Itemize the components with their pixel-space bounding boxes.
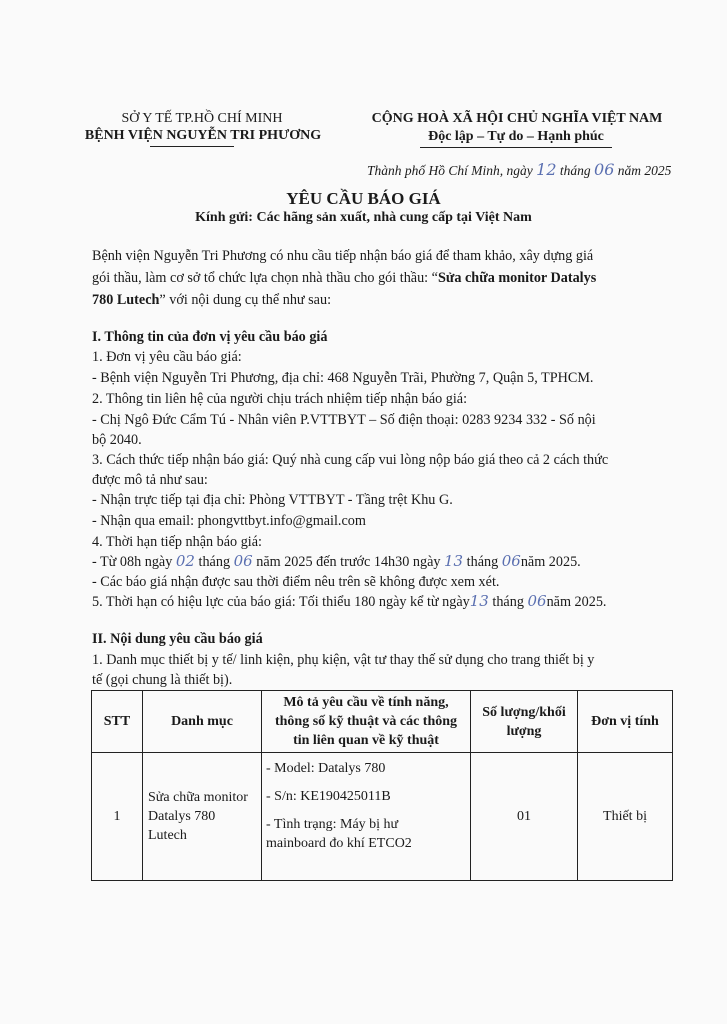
validity-month: 06 xyxy=(527,592,547,610)
package-name-part1: Sửa chữa monitor Datalys xyxy=(437,270,597,286)
row-desc-model: - Model: Datalys 780 xyxy=(266,761,386,776)
intro-line-2-text: gói thầu, làm cơ sở tổ chức lựa chọn nhà thầu cho gói thầu: “ xyxy=(92,270,438,286)
date-month: 06 xyxy=(594,160,615,179)
section1-line-5: bộ 2040. xyxy=(92,432,142,448)
row-qty: 01 xyxy=(471,753,578,881)
header-qty-line2: lượng xyxy=(506,723,542,739)
deadline-text-e: năm 2025. xyxy=(520,554,581,570)
row-desc-status2: mainboard đo khí ETCO2 xyxy=(266,836,412,851)
header-desc xyxy=(262,691,471,753)
section1-line-8: - Nhận trực tiếp tại địa chỉ: Phòng VTTBYT - Tầng trệt Khu G. xyxy=(92,492,453,508)
recipient-line: Kính gửi: Các hãng sản xuất, nhà cung cấp tại Việt Nam xyxy=(195,210,532,225)
row-unit: Thiết bị xyxy=(578,753,673,881)
hospital-underline xyxy=(150,146,234,147)
country-name: CỘNG HOÀ XÃ HỘI CHỦ NGHĨA VIỆT NAM xyxy=(371,111,663,126)
row-name-line3: Lutech xyxy=(148,828,187,843)
intro-line-2 xyxy=(92,270,596,287)
deadline-text-d: tháng xyxy=(466,554,499,570)
header-qty xyxy=(471,691,578,753)
date-year: năm 2025 xyxy=(617,163,672,178)
deadline-text-c: năm 2025 đến trước 14h30 ngày xyxy=(256,554,441,570)
date-line xyxy=(367,160,671,179)
table-row xyxy=(92,753,673,881)
section1-line-12: - Các báo giá nhận được sau thời điểm nêu trên sẽ không được xem xét. xyxy=(92,574,500,590)
validity-text-c: năm 2025. xyxy=(546,594,607,610)
header-qty-line1: Số lượng/khối xyxy=(482,704,566,720)
intro-line-1: Bệnh viện Nguyễn Tri Phương có nhu cầu tiếp nhận báo giá để tham khảo, xây dựng giá xyxy=(92,248,594,264)
section1-line-10: 4. Thời hạn tiếp nhận báo giá: xyxy=(92,534,262,550)
document-title: YÊU CẦU BÁO GIÁ xyxy=(286,189,441,208)
validity-text-b: tháng xyxy=(492,594,524,610)
date-day: 12 xyxy=(536,160,557,179)
section2-heading: II. Nội dung yêu cầu báo giá xyxy=(92,631,263,647)
header-desc-line2: thông số kỹ thuật và các thông xyxy=(274,714,458,729)
section2-line-1: 1. Danh mục thiết bị y tế/ linh kiện, phụ kiện, vật tư thay thế sử dụng cho trang thiết bị y xyxy=(92,652,595,668)
ministry-name: SỞ Y TẾ TP.HỒ CHÍ MINH xyxy=(121,111,283,126)
header-name: Danh mục xyxy=(143,691,262,753)
section1-line-3: 2. Thông tin liên hệ của người chịu trách nhiệm tiếp nhận báo giá: xyxy=(92,391,468,407)
section1-line-6: 3. Cách thức tiếp nhận báo giá: Quý nhà cung cấp vui lòng nộp báo giá theo cả 2 cách thức xyxy=(92,452,609,468)
section1-line-9: - Nhận qua email: phongvttbyt.info@gmail.com xyxy=(92,513,366,529)
section1-line-7: được mô tả như sau: xyxy=(92,472,208,488)
section1-heading: I. Thông tin của đơn vị yêu cầu báo giá xyxy=(92,329,328,345)
section1-line-4: - Chị Ngô Đức Cẩm Tú - Nhân viên P.VTTBYT – Số điện thoại: 0283 9234 332 - Số nội xyxy=(92,412,596,428)
row-name-line1: Sửa chữa monitor xyxy=(148,790,248,805)
row-name xyxy=(143,753,262,881)
motto: Độc lập – Tự do – Hạnh phúc xyxy=(428,129,604,144)
date-prefix: Thành phố Hồ Chí Minh, ngày xyxy=(367,163,533,178)
package-name-part2: 780 Lutech xyxy=(92,292,160,308)
table-header-row xyxy=(92,691,673,753)
row-desc-sn: - S/n: KE190425011B xyxy=(266,789,391,804)
intro-line-3 xyxy=(92,292,331,309)
motto-underline xyxy=(420,147,612,148)
deadline-end-day: 13 xyxy=(444,552,464,570)
section1-line-2: - Bệnh viện Nguyễn Tri Phương, địa chỉ: 468 Nguyễn Trãi, Phường 7, Quận 5, TPHCM. xyxy=(92,370,594,386)
header-stt: STT xyxy=(92,691,143,753)
validity-text-a: 5. Thời hạn có hiệu lực của báo giá: Tối thiểu 180 ngày kể từ ngày xyxy=(92,594,470,610)
deadline-text-b: tháng xyxy=(198,554,231,570)
row-stt: 1 xyxy=(92,753,143,881)
date-month-label: tháng xyxy=(559,163,591,178)
deadline-start-day: 02 xyxy=(175,552,195,570)
section2-line-2: tế (gọi chung là thiết bị). xyxy=(92,672,233,688)
section1-line-1: 1. Đơn vị yêu cầu báo giá: xyxy=(92,349,242,365)
header-desc-line3: tin liên quan về kỹ thuật xyxy=(293,733,439,748)
deadline-start-month: 06 xyxy=(233,552,253,570)
header-unit: Đơn vị tính xyxy=(578,691,673,753)
deadline-end-month: 06 xyxy=(501,552,521,570)
section1-line-13 xyxy=(92,592,606,611)
deadline-text-a: - Từ 08h ngày xyxy=(92,554,173,570)
row-name-line2: Datalys 780 xyxy=(148,809,216,824)
header-desc-line1: Mô tả yêu cầu về tính năng, xyxy=(283,695,449,710)
hospital-name: BỆNH VIỆN NGUYỄN TRI PHƯƠNG xyxy=(84,128,322,143)
request-table xyxy=(91,690,673,881)
section1-line-11 xyxy=(92,552,581,571)
row-desc-status1: - Tình trạng: Máy bị hư xyxy=(266,817,399,832)
validity-day: 13 xyxy=(469,592,489,610)
intro-line-3-text: ” với nội dung cụ thể như sau: xyxy=(159,292,332,308)
row-desc xyxy=(262,753,471,881)
